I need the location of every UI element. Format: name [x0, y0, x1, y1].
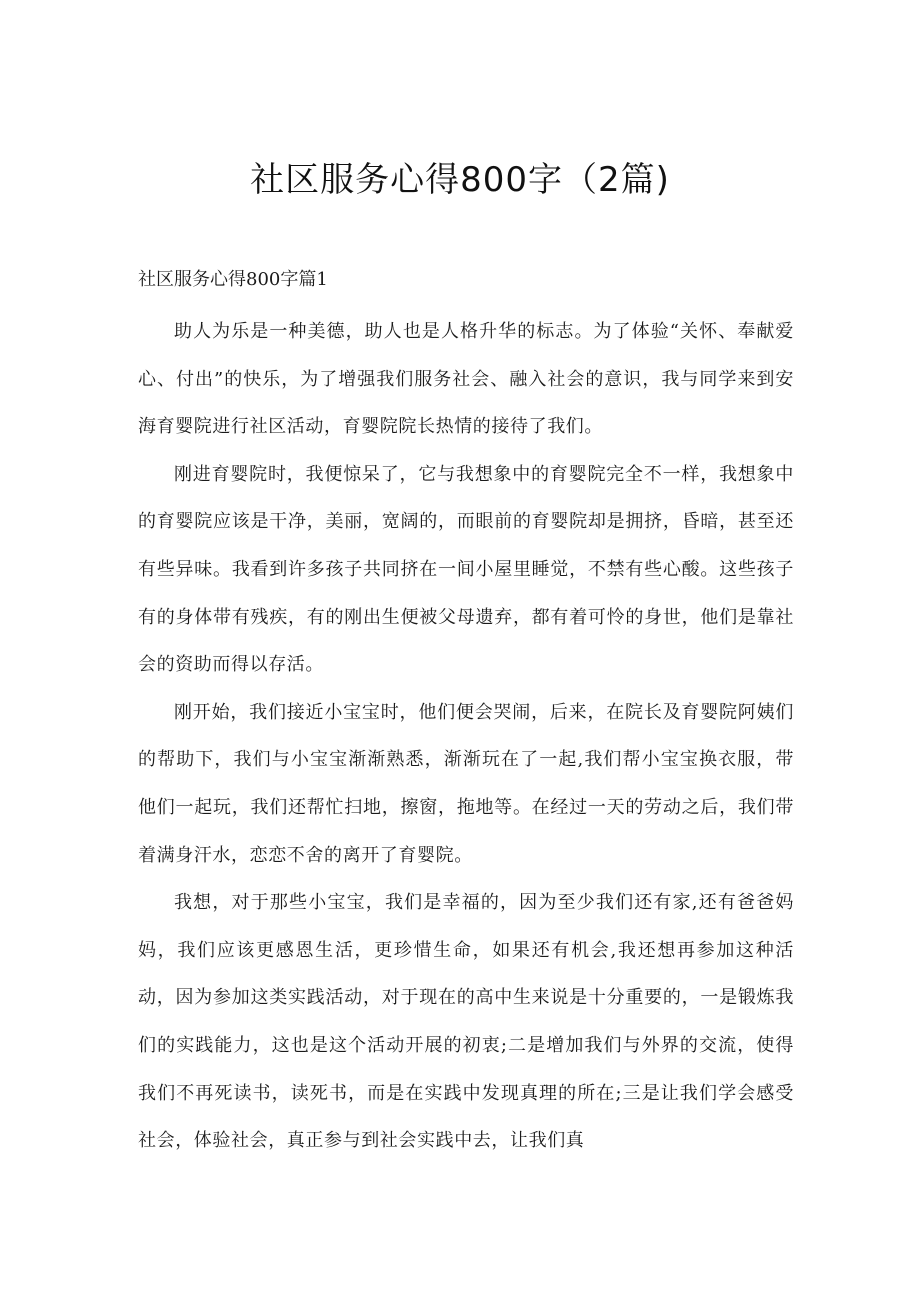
document-body: [138, 308, 794, 1165]
paragraph: 刚开始，我们接近小宝宝时，他们便会哭闹，后来，在院长及育婴院阿姨们的帮助下，我们与小宝宝渐渐熟悉，渐渐玩在了一起,我们帮小宝宝换衣服，带他们一起玩，我们还帮忙扫地，擦窗，拖地等。在经过一天的劳动之后，我们带着满身汗水，恋恋不舍的离开了育婴院。: [138, 701, 794, 866]
paragraph: 助人为乐是一种美德，助人也是人格升华的标志。为了体验“关怀、奉献爱心、付出”的快乐，为了增强我们服务社会、融入社会的意识，我与同学来到安海育婴院进行社区活动，育婴院院长热情的接待了我们。: [138, 321, 794, 438]
document-title: 社区服务心得800字（2篇): [250, 160, 670, 200]
paragraph: 我想，对于那些小宝宝，我们是幸福的，因为至少我们还有家,还有爸爸妈妈，我们应该更感恩生活，更珍惜生命，如果还有机会,我还想再参加这种活动，因为参加这类实践活动，对于现在的高中生来说是十分重要的，一是锻炼我们的实践能力，这也是这个活动开展的初衷;二是增加我们与外界的交流，使得我们不再死读书，读死书，而是在实践中发现真理的所在;三是让我们学会感受社会，体验社会，真正参与到社会实践中去，让我们真: [138, 892, 794, 1152]
section-heading: 社区服务心得800字篇1: [138, 269, 328, 290]
paragraph: 刚进育婴院时，我便惊呆了，它与我想象中的育婴院完全不一样，我想象中的育婴院应该是干净，美丽，宽阔的，而眼前的育婴院却是拥挤，昏暗，甚至还有些异味。我看到许多孩子共同挤在一间小屋里睡觉，不禁有些心酸。这些孩子有的身体带有残疾，有的刚出生便被父母遗弃，都有着可怜的身世，他们是靠社会的资助而得以存活。: [138, 463, 794, 676]
